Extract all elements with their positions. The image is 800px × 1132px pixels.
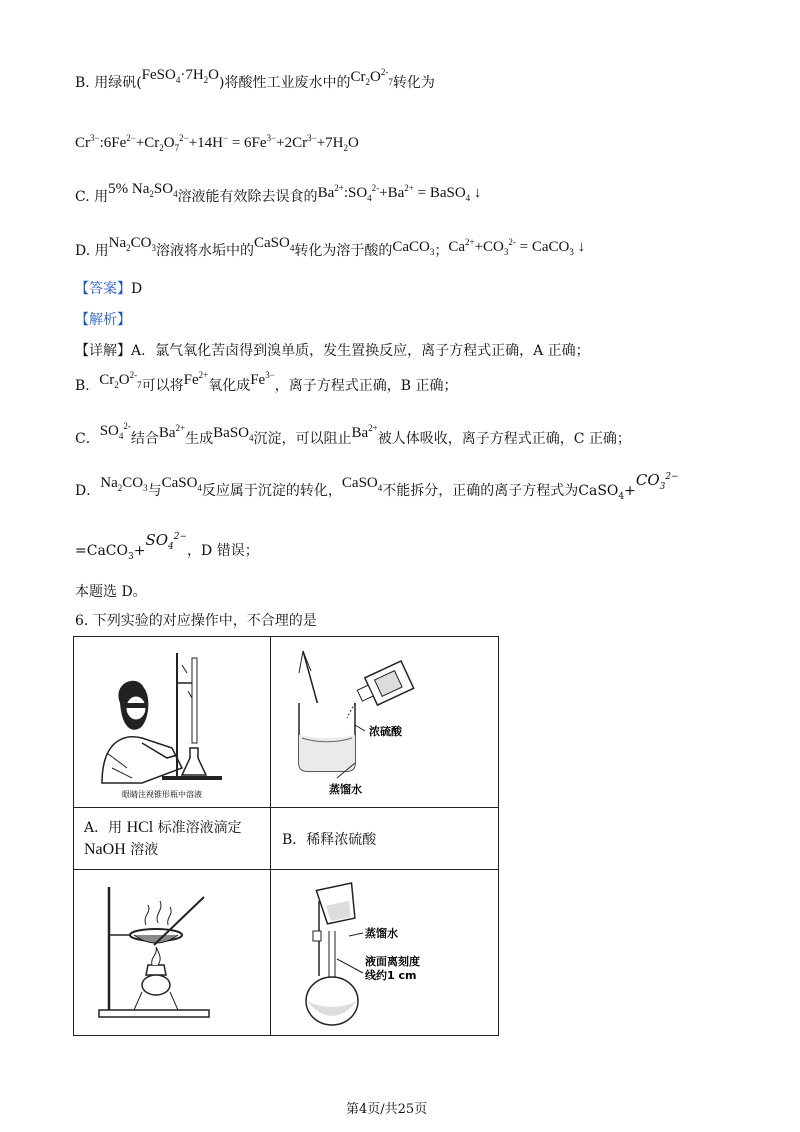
detail-line-d: D．$Na_2CO_3$与CaSO$_4$反应属于沉淀的转化，CaSO$_4$不能拆分，正确的离子方程式为$CaSO_4+CO_3^{2-}$ xyxy=(75,471,679,502)
formula-na2so4: 5% $Na_2SO_4$ xyxy=(108,181,178,199)
formula-feso4: $FeSO_4\cdot 7H_2O$ xyxy=(141,67,220,85)
detail-line-a: 【详解】A．氯气氧化苦卤得到溴单质，发生置换反应，离子方程式正确，A 正确； xyxy=(75,343,590,359)
option-b-text: B. 用绿矾$(FeSO_4\cdot 7H_2O)$将酸性工业废水中的$Cr_2O^{2-}_7$转化为 xyxy=(75,67,435,91)
answer-value: D xyxy=(131,281,143,297)
option-a-cell: A．用 HCl 标准溶液滴定 NaOH 溶液 xyxy=(84,819,242,858)
dilution-illustration xyxy=(277,643,493,803)
analysis-tag: 【解析】 xyxy=(75,312,131,328)
label-conc-acid: 浓硫酸 xyxy=(369,725,402,738)
label-water-d: 蒸馏水 xyxy=(365,927,398,940)
option-d-text: D. 用$Na_2CO_3$溶液将水垢中的CaSO$_4$转化为溶于酸的CaCO$_3$；$Ca^{2+}+CO_3^{2-}$ = CaCO$_3$ ↓ xyxy=(75,235,586,259)
equation-d: $Ca^{2+}+CO_3^{2-}$ = CaCO$_3$ ↓ xyxy=(448,237,586,257)
page-footer: 第4页/共25页 xyxy=(346,1102,428,1117)
label-surface: 液面离刻度 xyxy=(365,955,420,968)
detail-line-d2: $=CaCO_3+SO_4^{2-}$，D 错误； xyxy=(75,531,259,562)
volumetric-flask-illustration xyxy=(289,881,489,1031)
label-water-b: 蒸馏水 xyxy=(329,783,362,796)
evaporation-illustration xyxy=(94,877,264,1027)
detail-line-c: C．$SO_4^{2-}$结合$Ba^{2+}$生成BaSO$_4$沉淀，可以阻止$Ba^{2+}$被人体吸收，离子方程式正确，C 正确； xyxy=(75,421,631,447)
option-c-text: C. 用5% $Na_2SO_4$溶液能有效除去误食的$Ba^{2+}:SO_4^{2-}+Ba^{2+}$ = BaSO$_4$ ↓ xyxy=(75,181,482,205)
option-b-cell: B．稀释浓硫酸 xyxy=(282,832,377,848)
answer-tag: 【答案】 xyxy=(75,281,131,297)
formula-caso4: CaSO$_4$ xyxy=(253,235,295,253)
formula-na2co3: $Na_2CO_3$ xyxy=(108,235,156,253)
question-6: 6. 下列实验的对应操作中，不合理的是 xyxy=(75,613,317,629)
conclusion: 本题选 D。 xyxy=(75,584,147,600)
equation-b: $Cr^{3-}:6Fe^{2-}+Cr_2O_7^{2-}+14H^- = 6Fe^{3-}+2Cr^{3-}+7H_2O$ xyxy=(75,133,359,153)
answer-line xyxy=(75,278,142,298)
formula-cr2o7: $Cr_2O^{2-}_7$ xyxy=(350,67,393,87)
titration-illustration xyxy=(82,643,264,803)
formula-caco3: CaCO$_3$ xyxy=(392,239,435,257)
caption-a: 眼睛注视锥形瓶中溶液 xyxy=(122,790,202,799)
options-table xyxy=(73,636,499,1036)
equation-c: $Ba^{2+}:SO_4^{2-}+Ba^{2+}$ = BaSO$_4$ ↓ xyxy=(317,183,482,203)
label-1cm: 线约1 cm xyxy=(365,969,417,982)
detail-line-b: B．$Cr_2O^{2-}_7$可以将$Fe^{2+}$氧化成$Fe^{3-}$，离子方程式正确，B 正确； xyxy=(75,370,458,394)
